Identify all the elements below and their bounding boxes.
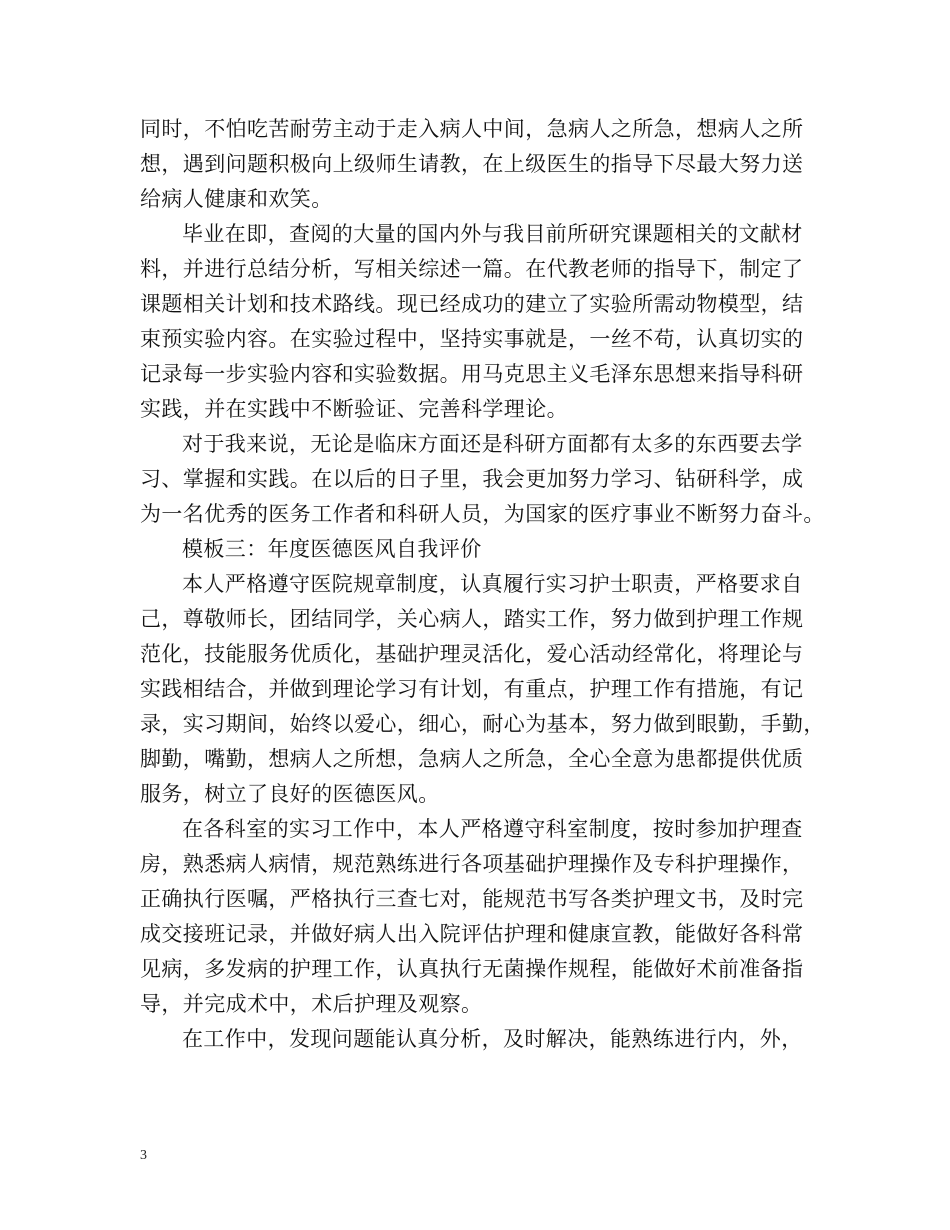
text-line: 同时，不怕吃苦耐劳主动于走入病人中间，急病人之所急，想病人之所 [140, 117, 804, 141]
text-line: 想，遇到问题积极向上级师生请教，在上级医生的指导下尽最大努力送 [140, 152, 804, 176]
paragraph-start-line: 毕业在即，查阅的大量的国内外与我目前所研究课题相关的文献材 [182, 222, 803, 246]
text-line: 实践，并在实践中不断验证、完善科学理论。 [140, 397, 568, 421]
text-line: 成交接班记录，并做好病人出入院评估护理和健康宣教，能做好各科常 [140, 922, 804, 946]
text-line: 给病人健康和欢笑。 [140, 187, 333, 211]
text-line: 料，并进行总结分析，写相关综述一篇。在代教老师的指导下，制定了 [140, 257, 804, 281]
text-line: 己，尊敬师长，团结同学，关心病人，踏实工作，努力做到护理工作规 [140, 607, 804, 631]
text-line: 记录每一步实验内容和实验数据。用马克思主义毛泽东思想来指导科研 [140, 362, 804, 386]
paragraph-start-line: 对于我来说，无论是临床方面还是科研方面都有太多的东西要去学 [182, 432, 803, 456]
text-line: 脚勤，嘴勤，想病人之所想，急病人之所急，全心全意为患都提供优质 [140, 747, 804, 771]
text-line: 录，实习期间，始终以爱心，细心，耐心为基本，努力做到眼勤，手勤， [140, 712, 825, 736]
text-line: 服务，树立了良好的医德医风。 [140, 782, 440, 806]
section-heading: 模板三：年度医德医风自我评价 [182, 537, 482, 561]
paragraph-start-line: 本人严格遵守医院规章制度，认真履行实习护士职责，严格要求自 [182, 572, 803, 596]
text-line: 习、掌握和实践。在以后的日子里，我会更加努力学习、钻研科学，成 [140, 467, 804, 491]
text-line: 正确执行医嘱，严格执行三查七对，能规范书写各类护理文书，及时完 [140, 887, 804, 911]
paragraph-start-line: 在各科室的实习工作中，本人严格遵守科室制度，按时参加护理查 [182, 817, 803, 841]
text-line: 见病，多发病的护理工作，认真执行无菌操作规程，能做好术前准备指 [140, 957, 804, 981]
document-body [140, 112, 830, 1057]
paragraph-start-line: 在工作中，发现问题能认真分析，及时解决，能熟练进行内，外， [182, 1027, 803, 1051]
text-line: 课题相关计划和技术路线。现已经成功的建立了实验所需动物模型，结 [140, 292, 804, 316]
text-line: 房，熟悉病人病情，规范熟练进行各项基础护理操作及专科护理操作， [140, 852, 804, 876]
text-line: 为一名优秀的医务工作者和科研人员，为国家的医疗事业不断努力奋斗。 [140, 502, 825, 526]
text-line: 范化，技能服务优质化，基础护理灵活化，爱心活动经常化，将理论与 [140, 642, 804, 666]
text-line: 导，并完成术中，术后护理及观察。 [140, 992, 483, 1016]
page-number: 3 [140, 1148, 147, 1163]
text-line: 实践相结合，并做到理论学习有计划，有重点，护理工作有措施，有记 [140, 677, 804, 701]
text-line: 束预实验内容。在实验过程中，坚持实事就是，一丝不苟，认真切实的 [140, 327, 804, 351]
